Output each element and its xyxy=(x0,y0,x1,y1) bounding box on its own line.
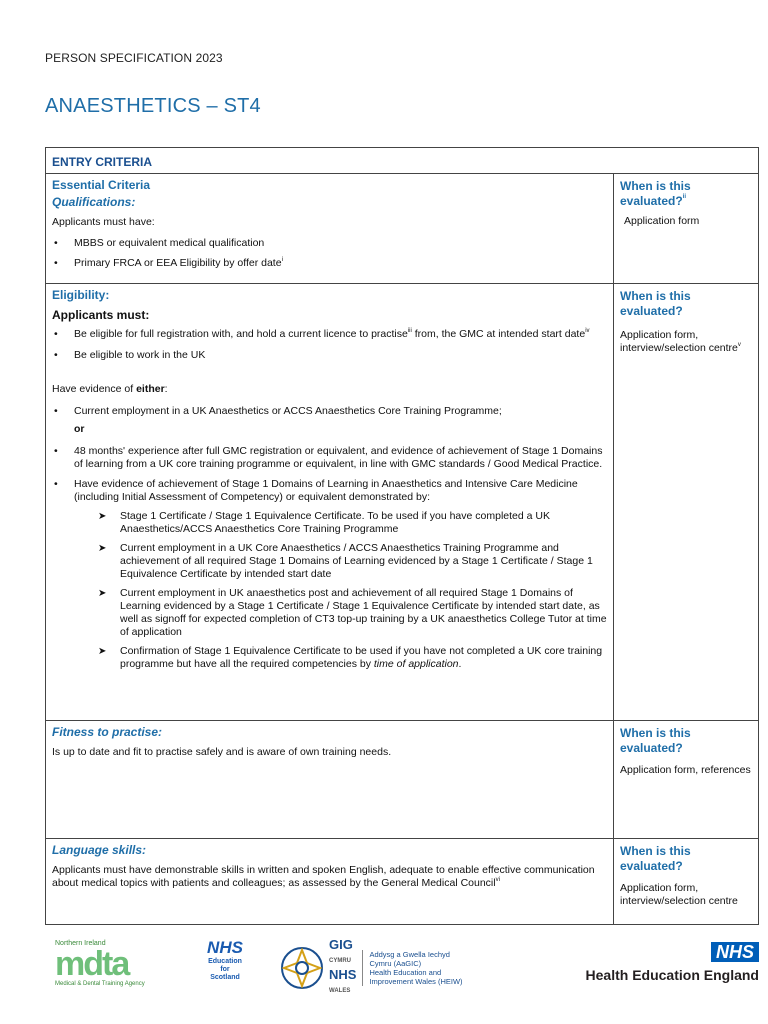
bullet-icon: • xyxy=(54,349,58,361)
fitness-cell xyxy=(46,721,614,838)
nhs-wordmark: NHS xyxy=(207,938,243,957)
footnote-marker: v xyxy=(737,342,741,348)
sub-list-item xyxy=(52,645,607,671)
gig-nhs-wordmark xyxy=(329,938,356,998)
list-item xyxy=(52,405,607,418)
entry-criteria-heading: ENTRY CRITERIA xyxy=(52,155,153,169)
arrow-bullet-icon: ➤ xyxy=(98,588,107,599)
list-item-text: Current employment in a UK Anaesthetics or ACCS Anaesthetics Core Training Programme; xyxy=(74,405,502,417)
list-item xyxy=(52,349,607,362)
fitness-text: Is up to date and fit to practise safely and is aware of own training needs. xyxy=(52,746,392,758)
heiw-line: Improvement Wales (HEIW) xyxy=(369,977,463,986)
essential-criteria-row xyxy=(46,173,758,283)
heiw-line: Health Education and xyxy=(369,968,442,977)
when-evaluated-label: When is this evaluated? xyxy=(620,726,691,755)
sub-list-item xyxy=(52,510,607,536)
list-item xyxy=(52,328,607,341)
nes-logo xyxy=(195,938,255,982)
fitness-title: Fitness to practise: xyxy=(52,725,163,739)
list-item-text: from, the GMC at intended start date xyxy=(411,328,586,340)
heiw-line: Addysg a Gwella Iechyd xyxy=(369,950,450,959)
heiw-line: Cymru (AaGIC) xyxy=(369,959,422,968)
arrow-bullet-icon: ➤ xyxy=(98,646,107,657)
sub-list-item-text: Confirmation of Stage 1 Equivalence Certificate to be used if you have not completed a UK core training programme but have all the required competencies by xyxy=(120,645,603,670)
list-item xyxy=(52,237,607,250)
nhs-box-logo: NHS xyxy=(711,942,759,962)
footnote-marker: iv xyxy=(585,328,590,334)
evaluation-method: Application form, interview/selection centre xyxy=(620,882,738,907)
list-item xyxy=(52,257,607,270)
page-title: ANAESTHETICS – ST4 xyxy=(45,95,261,117)
footnote-marker: vi xyxy=(495,877,500,883)
heiw-emblem-icon xyxy=(279,945,325,991)
evaluation-cell xyxy=(614,839,758,924)
eligibility-row xyxy=(46,283,758,720)
evaluation-method: Application form, interview/selection centre xyxy=(620,329,738,354)
sub-list-item xyxy=(52,542,607,581)
document-header: PERSON SPECIFICATION 2023 xyxy=(45,51,223,65)
bullet-icon: • xyxy=(54,405,58,417)
evaluation-cell xyxy=(614,174,758,283)
entry-criteria-table xyxy=(45,147,759,925)
when-evaluated-label: When is this evaluated? xyxy=(620,844,691,873)
language-text: Applicants must have demonstrable skills in written and spoken English, adequate to enable effective communication about medical topics with patients and colleagues; as assessed by the General Medical Council xyxy=(52,864,595,889)
cymru-text: CYMRU xyxy=(329,958,351,964)
essential-criteria-title: Essential Criteria xyxy=(52,178,151,192)
footnote-marker: i xyxy=(281,257,283,263)
bullet-icon: • xyxy=(54,237,58,249)
evaluation-method: Application form, references xyxy=(620,764,751,776)
nimdta-region: Northern Ireland xyxy=(55,940,106,947)
evidence-intro xyxy=(52,383,607,396)
list-item xyxy=(52,478,607,504)
language-cell xyxy=(46,839,614,924)
sub-list-item-text: Stage 1 Certificate / Stage 1 Equivalence Certificate. To be used if you have completed a UK Anaesthetics/ACCS Anaesthetics Core Training Programme xyxy=(120,510,550,535)
partner-logos xyxy=(45,936,759,996)
eligibility-title: Eligibility: xyxy=(52,288,110,302)
footnote-marker: ii xyxy=(682,194,687,200)
qualifications-intro: Applicants must have: xyxy=(52,216,155,228)
arrow-bullet-icon: ➤ xyxy=(98,511,107,522)
evaluation-cell xyxy=(614,721,758,838)
bullet-icon: • xyxy=(54,328,58,340)
sub-list-item-text: Current employment in UK anaesthetics post and achievement of all required Stage 1 Domains of Learning evidenced by a Stage 1 Certificate / Stage 1 Equivalence Certificate by intended start date, as well as signoff for expected completion of CT3 top-up training by a UK anaesthetics College Tutor at time of application xyxy=(120,587,607,638)
evidence-suffix: : xyxy=(164,383,168,395)
nimdta-wordmark: mdta xyxy=(55,945,129,983)
or-separator: or xyxy=(74,423,85,435)
bullet-icon: • xyxy=(54,257,58,269)
sub-list-item-emphasis: time of application xyxy=(373,658,459,670)
nimdta-logo xyxy=(55,940,145,987)
heiw-name xyxy=(362,950,462,986)
eligibility-cell xyxy=(46,284,614,720)
bullet-icon: • xyxy=(54,445,58,457)
language-row xyxy=(46,838,758,924)
list-item-text: 48 months' experience after full GMC registration or equivalent, and evidence of achievement of Stage 1 Domains of learning from a UK core training programme or equivalent, in line with GMC standards / Good Medical Practice. xyxy=(74,445,603,470)
list-item-text: MBBS or equivalent medical qualification xyxy=(74,237,265,249)
nes-line: Education xyxy=(208,958,242,965)
list-item-text: Be eligible to work in the UK xyxy=(74,349,206,361)
sub-list-item-text: Current employment in a UK Core Anaesthetics / ACCS Anaesthetics Training Programme and achievement of all required Stage 1 Domains of Learning evidenced by a Stage 1 Certificate / Stage 1 Equivalence Certificate by intended start date xyxy=(120,542,593,580)
evaluation-cell xyxy=(614,284,758,720)
list-item-text: Primary FRCA or EEA Eligibility by offer date xyxy=(74,257,282,269)
sub-list-item xyxy=(52,587,607,639)
hee-name: Health Education England xyxy=(585,967,759,983)
evaluation-method: Application form xyxy=(624,215,700,227)
when-evaluated-label: When is this evaluated? xyxy=(620,179,691,208)
sub-list-item-end: . xyxy=(458,658,462,670)
arrow-bullet-icon: ➤ xyxy=(98,543,107,554)
language-title: Language skills: xyxy=(52,843,147,857)
nhs-text: NHS xyxy=(329,967,357,982)
list-item-text: Have evidence of achievement of Stage 1 Domains of Learning in Anaesthetics and Intensive Care Medicine (including Initial Assessment of Competency) or equivalent demonstrated by: xyxy=(74,478,578,503)
bullet-icon: • xyxy=(54,478,58,490)
wales-text: WALES xyxy=(329,988,351,994)
qualifications-label: Qualifications: xyxy=(52,195,136,209)
nes-line: for xyxy=(220,966,230,973)
evidence-either: either xyxy=(136,383,165,395)
hee-logo xyxy=(586,942,759,983)
fitness-row xyxy=(46,720,758,838)
nes-line: Scotland xyxy=(210,974,240,981)
essential-criteria-cell xyxy=(46,174,614,283)
list-item xyxy=(52,445,607,471)
heiw-logo xyxy=(279,938,463,998)
eligibility-intro: Applicants must: xyxy=(52,308,150,322)
footnote-marker: iii xyxy=(407,328,412,334)
nimdta-name: Medical & Dental Training Agency xyxy=(55,981,145,987)
list-item-text: Be eligible for full registration with, and hold a current licence to practise xyxy=(74,328,408,340)
gig-text: GIG xyxy=(329,937,353,952)
evidence-prefix: Have evidence of xyxy=(52,383,137,395)
when-evaluated-label: When is this evaluated? xyxy=(620,289,691,318)
